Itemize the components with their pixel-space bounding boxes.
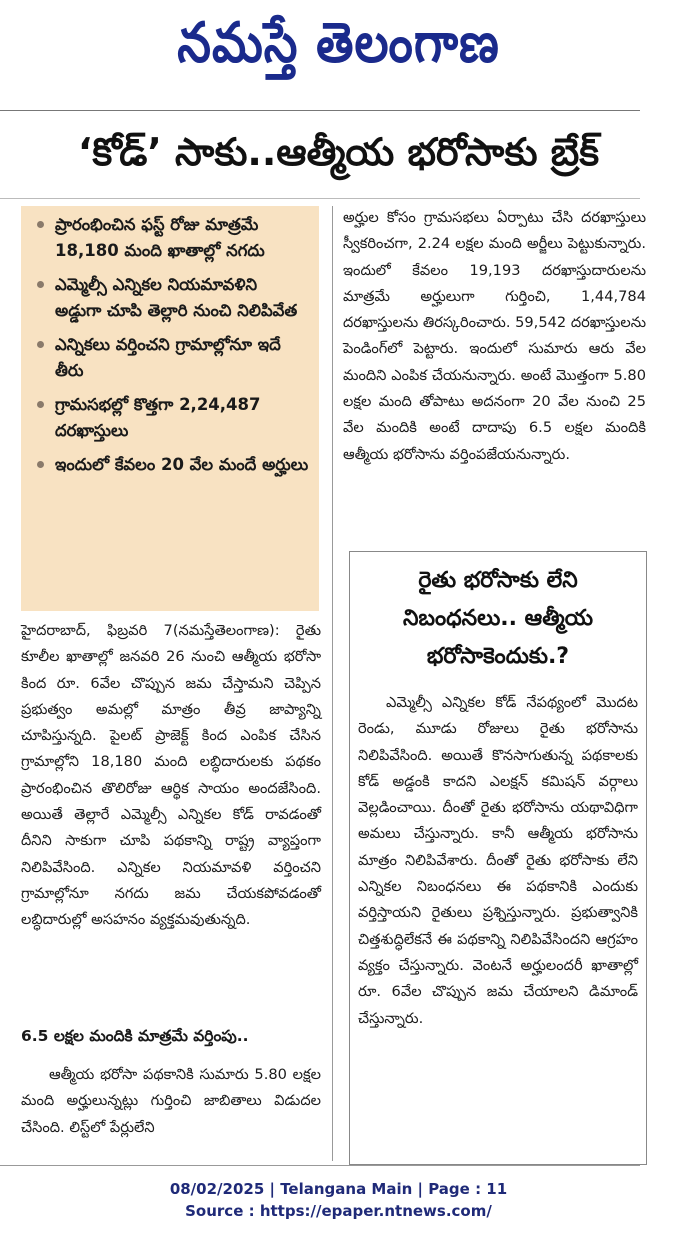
bullet-icon — [37, 401, 44, 408]
sidebar-body: ఎమ్మెల్సీ ఎన్నికల కోడ్ నేపథ్యంలో మొదట రెండు, మూడు రోజులు రైతు భరోసాను నిలిపివేసింది. అయితే కొనసాగుతున్న పథకాలకు కోడ్ అడ్డంకి కాదని ఎలక్షన్ కమిషన్ వర్గాలు వెల్లడించాయి. దీంతో రైతు భరోసాను యథావిధిగా అమలు చేస్తున్నారు. కానీ ఆత్మీయ భరోసాను మాత్రం నిలిపివేశారు. దీంతో రైతు భరోసాకు లేని ఎన్నికల నిబంధనలు ఈ పథకానికి ఎందుకు వర్తిస్తాయని రైతులు ప్రశ్నిస్తున్నారు. ప్రభుత్వానికి చిత్తశుద్ధిలేకనే ఈ పథకాన్ని నిలిపివేసిందని ఆగ్రహం వ్యక్తం చేస్తున్నారు. వెంటనే అర్హులందరీ ఖాతాల్లో రూ. 6వేల చొప్పున జమ చేయాలని డిమాండ్ చేస్తున్నారు. — [358, 694, 638, 1027]
newspaper-logo: నమస్తే తెలంగాణ — [177, 10, 500, 76]
footer-date-page: 08/02/2025 | Telangana Main | Page : 11 — [169, 1180, 508, 1198]
masthead-divider — [0, 110, 640, 111]
bullet-icon — [37, 221, 44, 228]
footer-source: Source : https://epaper.ntnews.com/ — [185, 1202, 492, 1220]
footer — [0, 1178, 677, 1222]
article-headline: ‘కోడ్’ సాకు..ఆత్మీయ భరోసాకు బ్రేక్ — [77, 130, 600, 174]
footer-divider — [0, 1165, 640, 1166]
highlights-box — [21, 206, 319, 611]
highlights-list — [35, 212, 309, 478]
highlight-item: ఎమ్మెల్సీ ఎన్నికల నియమావళిని అడ్డుగా చూపి తెల్లారి నుంచి నిలిపివేత — [35, 272, 309, 324]
article-paragraph: హైదరాబాద్, ఫిబ్రవరి 7(నమస్తేతెలంగాణ): రైతు కూలీల ఖాతాల్లో జనవరి 26 నుంచి ఆత్మీయ భరోసా కింద రూ. 6వేల చొప్పున జమ చేస్తామని చెప్పిన ప్రభుత్వం అమల్లో మాత్రం తీవ్ర జాప్యాన్ని చూపిస్తున్నది. పైలట్ ప్రాజెక్ట్ కింద ఎంపిక చేసిన గ్రామాల్లోని 18,180 మంది లబ్ధిదారులకు పథకం ప్రారంభించిన తొలిరోజు ఆర్థిక సాయం అందజేసింది. అయితే తెల్లారే ఎమ్మెల్సీ ఎన్నికల కోడ్ రావడంతో దీనిని సాకుగా చూపి పథకాన్ని రాష్ట్ర వ్యాప్తంగా నిలిపివేసింది. ఎన్నికల నియమావళి వర్తించని గ్రామాల్లోనూ నగదు జమ చేయకపోవడంతో లబ్ధిదారుల్లో అసహనం వ్యక్తమవుతున్నది. — [21, 622, 321, 929]
sidebar-box — [349, 551, 647, 1165]
highlight-item: ప్రారంభించిన ఫస్ట్ రోజు మాత్రమే 18,180 మంది ఖాతాల్లో నగదు — [35, 212, 309, 264]
headline-divider — [0, 198, 640, 199]
article-body-left — [21, 618, 321, 934]
column-divider — [332, 206, 333, 1161]
highlight-item: గ్రామసభల్లో కొత్తగా 2,24,487 దరఖాస్తులు — [35, 392, 309, 444]
sidebar-title: రైతు భరోసాకు లేని నిబంధనలు.. ఆత్మీయ భరోసాకెందుకు.? — [403, 568, 593, 669]
article-paragraph-2: ఆత్మీయ భరోసా పథకానికి సుమారు 5.80 లక్షల మంది అర్హులున్నట్లు గుర్తించి జాబితాలు విడుదల చేసింది. లిస్ట్‌లో పేర్లులేని — [21, 1066, 321, 1136]
bullet-icon — [37, 281, 44, 288]
masthead — [0, 0, 677, 100]
bullet-icon — [37, 341, 44, 348]
bullet-icon — [37, 461, 44, 468]
article-subheading: 6.5 లక్షల మందికి మాత్రమే వర్తింపు.. — [21, 1027, 249, 1045]
highlight-item: ఎన్నికలు వర్తించని గ్రామాల్లోనూ ఇదే తీరు — [35, 332, 309, 384]
highlight-item: ఇందులో కేవలం 20 వేల మందే అర్హులు — [35, 452, 309, 478]
article-body-right: అర్హుల కోసం గ్రామసభలు ఏర్పాటు చేసి దరఖాస్తులు స్వీకరించగా, 2.24 లక్షల మంది అర్జీలు పెట్టుకున్నారు. ఇందులో కేవలం 19,193 దరఖాస్తుదారులను మాత్రమే అర్హులుగా గుర్తించి, 1,44,784 దరఖాస్తులను తిరస్కరించారు. 59,542 దరఖాస్తులను పెండింగ్‌లో పెట్టారు. ఇందులో సుమారు ఆరు వేల మందిని ఎంపిక చేయనున్నారు. అంటే మొత్తంగా 5.80 లక్షల మంది తోపాటు అదనంగా 20 వేల నుంచి 25 వేల మందికి అంటే దాదాపు 6.5 లక్షల మందికి ఆత్మీయ భరోసాను వర్తింపజేయనున్నారు. — [343, 209, 646, 463]
